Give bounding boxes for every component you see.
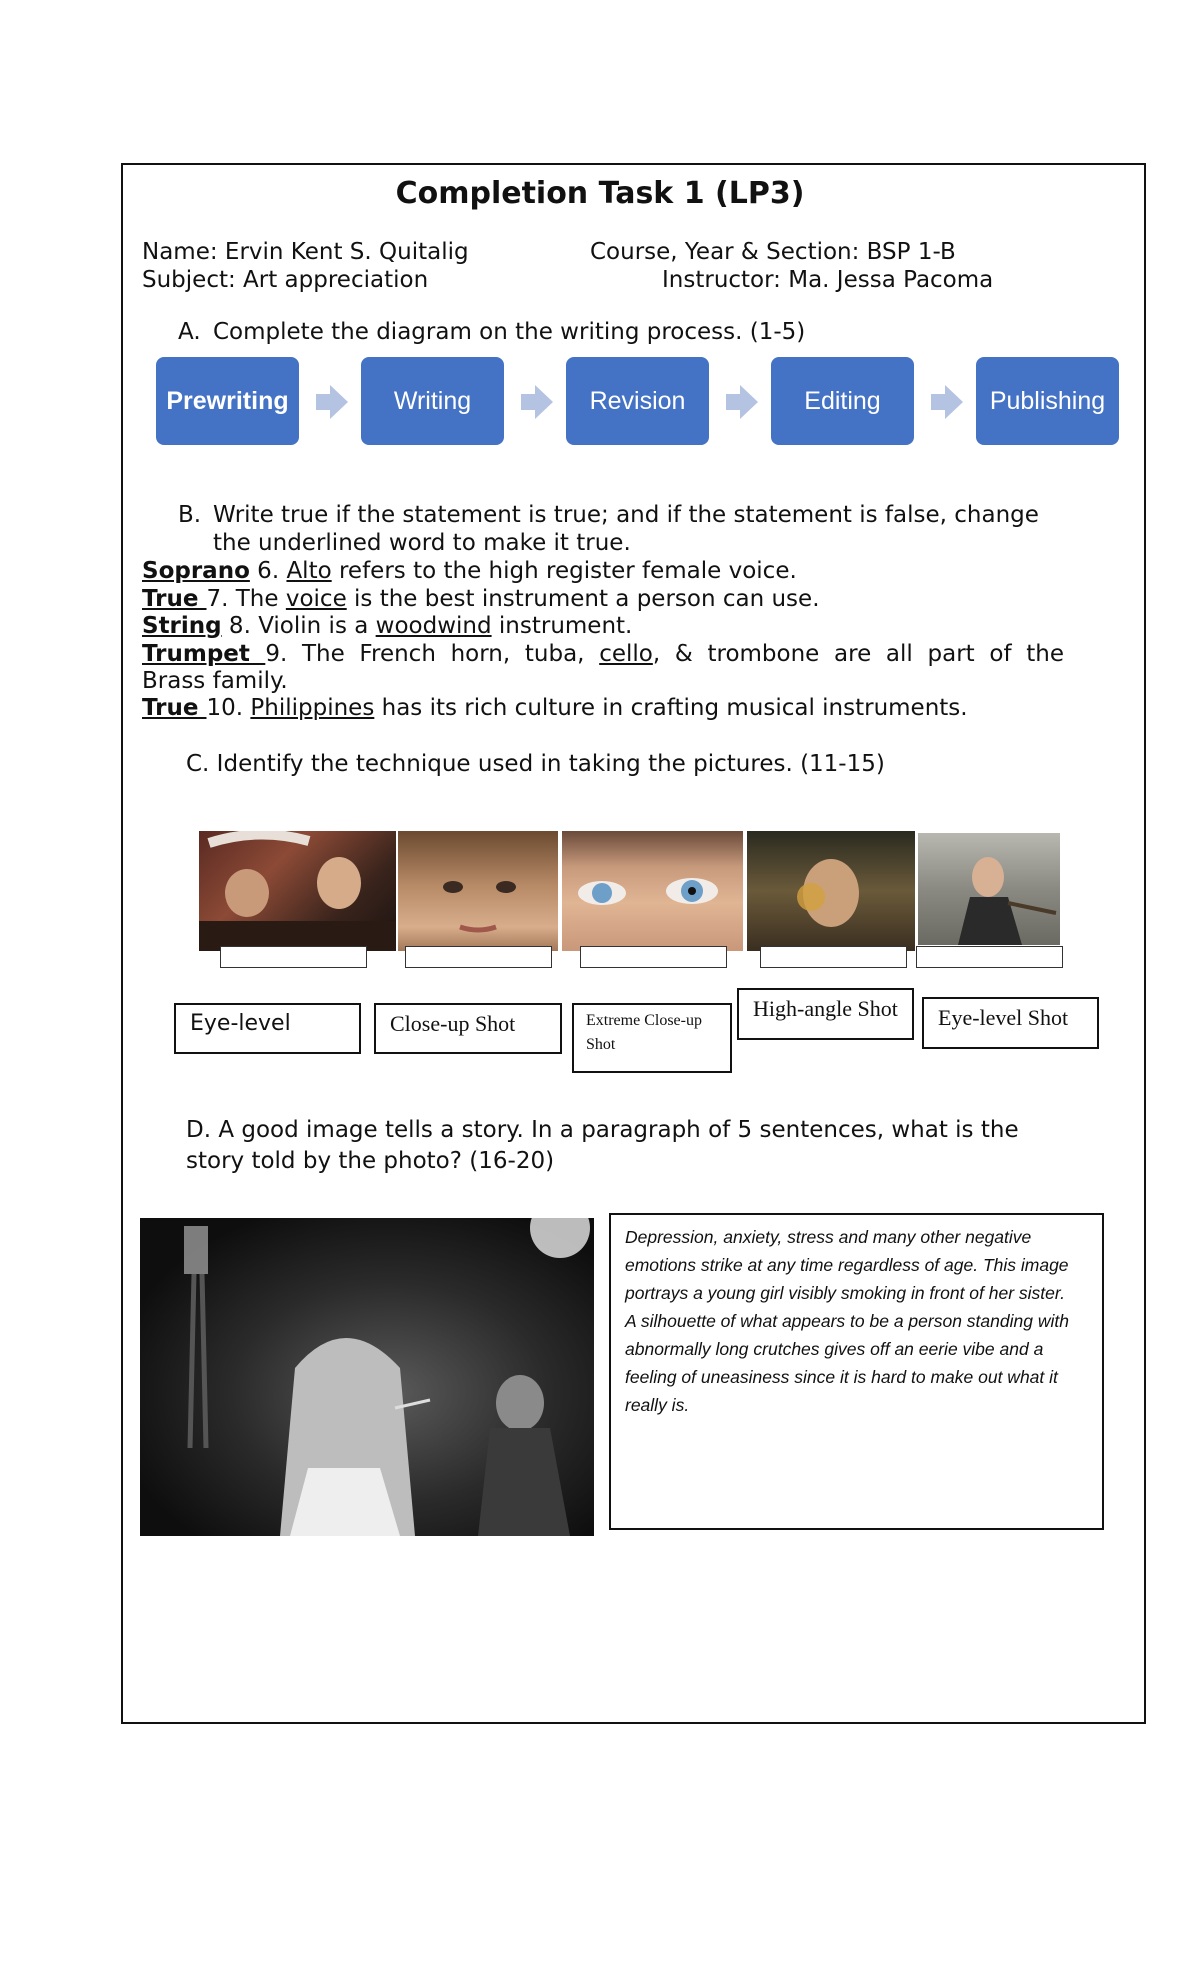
item-6: Soprano 6. Alto refers to the high register female voice. <box>142 558 797 584</box>
section-b-marker: B. <box>178 502 202 528</box>
answer-blank-15[interactable] <box>916 946 1063 968</box>
photo-eye-level <box>199 831 396 951</box>
section-a-marker: A. <box>178 319 201 345</box>
step-writing: Writing <box>361 357 504 445</box>
label-extreme-close-up: Extreme Close-up Shot <box>572 1003 732 1073</box>
student-name: Name: Ervin Kent S. Quitalig <box>142 239 469 265</box>
photo-eye-level-2 <box>918 833 1060 945</box>
photo-extreme-close-up <box>562 831 743 951</box>
section-a-instruction: Complete the diagram on the writing process. (1-5) <box>213 319 806 345</box>
arrow-right-icon <box>740 385 758 419</box>
step-revision: Revision <box>566 357 709 445</box>
answer-line: emotions strike at any time regardless of age. This image <box>625 1255 1069 1275</box>
label-close-up: Close-up Shot <box>374 1003 562 1054</box>
story-answer <box>609 1213 1104 1530</box>
story-photo <box>140 1218 594 1536</box>
answer-line: Depression, anxiety, stress and many other negative <box>625 1227 1032 1247</box>
section-d-instruction-1: D. A good image tells a story. In a paragraph of 5 sentences, what is the <box>186 1117 1019 1143</box>
section-c-instruction: C. Identify the technique used in taking the pictures. (11-15) <box>186 751 885 777</box>
item-10: True 10. Philippines has its rich culture in crafting musical instruments. <box>142 695 968 721</box>
item-8: String 8. Violin is a woodwind instrument. <box>142 613 633 639</box>
instructor: Instructor: Ma. Jessa Pacoma <box>662 267 994 293</box>
item-9: Trumpet 9. The French horn, tuba, cello, & trombone are all part of the <box>142 641 1064 667</box>
step-publishing: Publishing <box>976 357 1119 445</box>
arrow-right-icon <box>945 385 963 419</box>
photo-close-up <box>398 831 558 951</box>
answer-blank-14[interactable] <box>760 946 907 968</box>
step-editing: Editing <box>771 357 914 445</box>
arrow-right-icon <box>535 385 553 419</box>
answer-line: abnormally long crutches gives off an eerie vibe and a <box>625 1339 1044 1359</box>
label-high-angle: High-angle Shot <box>737 988 914 1040</box>
answer-line: A silhouette of what appears to be a person standing with <box>625 1311 1069 1331</box>
subject: Subject: Art appreciation <box>142 267 429 293</box>
answer-blank-12[interactable] <box>405 946 552 968</box>
section-b-instruction-2: the underlined word to make it true. <box>213 530 631 556</box>
page-title: Completion Task 1 (LP3) <box>395 176 805 211</box>
item-7: True 7. The voice is the best instrument a person can use. <box>142 586 820 612</box>
answer-line: really is. <box>625 1395 690 1415</box>
arrow-right-icon <box>330 385 348 419</box>
item-9-continued: Brass family. <box>142 668 288 694</box>
photo-high-angle <box>747 831 915 951</box>
answer-blank-11[interactable] <box>220 946 367 968</box>
section-b-instruction-1: Write true if the statement is true; and if the statement is false, change <box>213 502 1039 528</box>
answer-line: portrays a young girl visibly smoking in front of her sister. <box>625 1283 1065 1303</box>
answer-blank-13[interactable] <box>580 946 727 968</box>
answer-line: feeling of uneasiness since it is hard to make out what it <box>625 1367 1058 1387</box>
label-eye-level-shot: Eye-level Shot <box>922 997 1099 1049</box>
step-prewriting: Prewriting <box>156 357 299 445</box>
section-d-instruction-2: story told by the photo? (16-20) <box>186 1148 555 1174</box>
course-section: Course, Year & Section: BSP 1-B <box>590 239 956 265</box>
label-eye-level: Eye-level <box>174 1003 361 1054</box>
